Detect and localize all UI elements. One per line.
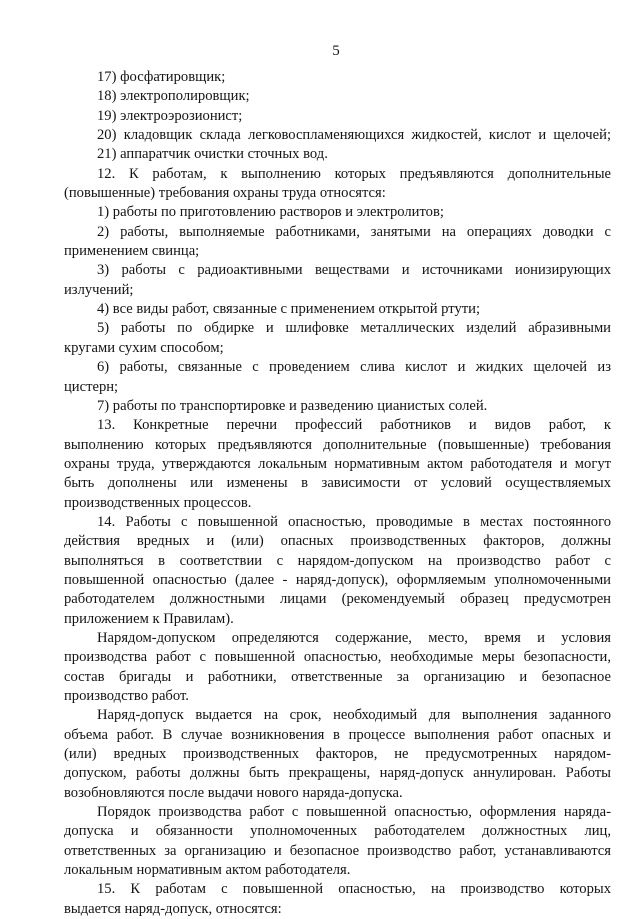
work-procedure-line-4: локальным нормативным актом работодателя. <box>64 862 351 879</box>
section-13-line-5: производственных процессов. <box>64 494 252 511</box>
section-12-line-2: (повышенные) требования охраны труда относятся: <box>64 185 386 202</box>
section-15-line-1: 15. К работам с повышенной опасностью, на производство которых <box>97 881 611 898</box>
document-body <box>64 68 611 919</box>
list-item-21: 21) аппаратчик очистки сточных вод. <box>97 146 328 163</box>
section-14-line-4: повышенной опасностью (далее - наряд-допуск), оформляемым уполномоченными <box>64 571 611 588</box>
section-14-line-6: приложением к Правилам). <box>64 610 234 627</box>
work-permit-definition-line-4: производство работ. <box>64 688 189 704</box>
section-13-line-1: 13. Конкретные перечни профессий работников и видов работ, к <box>97 417 611 434</box>
work-item-3-line-2: излучений; <box>64 281 134 298</box>
work-permit-term-line-4: допуском, работы должны быть прекращены, наряд-допуск аннулирован. Работы <box>64 765 611 782</box>
list-item-20: 20) кладовщик склада легковоспламеняющихся жидкостей, кислот и щелочей; <box>97 127 611 144</box>
section-15-line-2: выдается наряд-допуск, относятся: <box>64 900 282 917</box>
work-procedure-line-1: Порядок производства работ с повышенной опасностью, оформления наряда- <box>97 804 611 821</box>
section-14-line-1: 14. Работы с повышенной опасностью, проводимые в местах постоянного <box>97 513 611 530</box>
page-number: 5 <box>332 43 340 59</box>
list-item-19: 19) электроэрозионист; <box>97 107 243 124</box>
list-item-17: 17) фосфатировщик; <box>97 69 226 85</box>
work-item-6-line-1: 6) работы, связанные с проведением слива кислот и жидких щелочей из <box>97 359 611 376</box>
list-item-18: 18) электрополировщик; <box>97 88 250 105</box>
work-item-5-line-2: кругами сухим способом; <box>64 339 224 356</box>
work-item-6-line-2: цистерн; <box>64 378 119 395</box>
work-item-2-line-1: 2) работы, выполняемые работниками, занятыми на операциях доводки с <box>97 223 611 240</box>
work-item-1: 1) работы по приготовлению растворов и электролитов; <box>97 204 444 221</box>
work-permit-definition-line-1: Нарядом-допуском определяются содержание, место, время и условия <box>97 629 611 646</box>
work-permit-term-line-3: (или) вредных производственных факторов, не предусмотренных нарядом- <box>64 746 611 763</box>
work-item-2-line-2: применением свинца; <box>64 243 200 260</box>
work-item-5-line-1: 5) работы по обдирке и шлифовке металлических изделий абразивными <box>97 320 611 337</box>
section-12-line-1: 12. К работам, к выполнению которых предъявляются дополнительные <box>97 165 611 182</box>
section-14-line-2: действия вредных и (или) опасных производственных факторов, должны <box>64 533 611 550</box>
section-13-line-3: охраны труда, утверждаются локальным нормативным актом работодателя и могут <box>64 455 611 472</box>
work-item-3-line-1: 3) работы с радиоактивными веществами и источниками ионизирующих <box>97 262 611 279</box>
work-permit-term-line-5: возобновляются после выдачи нового наряда-допуска. <box>64 784 403 801</box>
work-permit-definition-line-2: производства работ с повышенной опасностью, необходимые меры безопасности, <box>64 649 611 666</box>
section-14-line-5: работодателем должностными лицами (рекомендуемый образец предусмотрен <box>64 591 611 608</box>
work-item-4: 4) все виды работ, связанные с применением открытой ртути; <box>97 301 480 318</box>
section-14-line-3: выполняться в соответствии с нарядом-допуском на производство работ с <box>64 552 611 569</box>
work-permit-definition-line-3: состав бригады и работники, ответственные за организацию и безопасное <box>64 668 611 685</box>
work-permit-term-line-2: объема работ. В случае возникновения в процессе выполнения работ опасных и <box>64 726 611 743</box>
section-13-line-2: выполнению которых предъявляются дополнительные (повышенные) требования <box>64 436 611 453</box>
work-permit-term-line-1: Наряд-допуск выдается на срок, необходимый для выполнения заданного <box>97 707 611 724</box>
work-procedure-line-2: допуска и обязанности уполномоченных работодателем должностных лиц, <box>64 823 611 840</box>
section-13-line-4: быть дополнены или изменены в зависимости от условий осуществляемых <box>64 475 611 492</box>
work-item-7: 7) работы по транспортировке и разведению цианистых солей. <box>97 397 488 414</box>
work-procedure-line-3: ответственных за организацию и безопасное производство работ, устанавливаются <box>64 842 611 859</box>
